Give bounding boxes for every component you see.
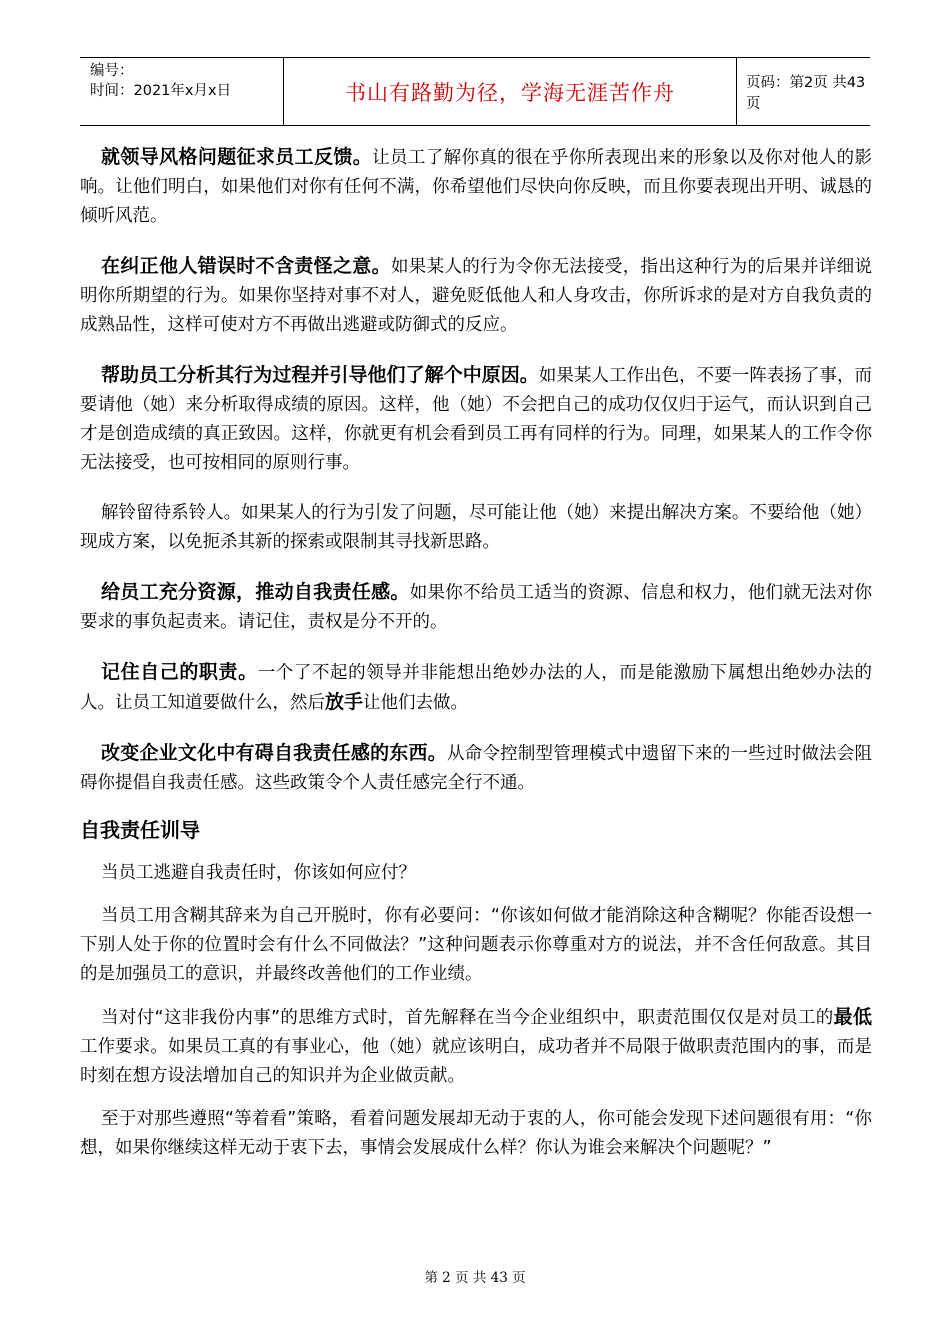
paragraph-text: 至于对那些遵照“等着看”策略，看着问题发展却无动于衷的人，你可能会发现下述问题很有用：“你想，如果你继续这样无动于衷下去，事情会发展成什么样？你认为谁会来解决个问题呢？” bbox=[80, 1109, 872, 1158]
page-header bbox=[80, 57, 870, 126]
paragraph bbox=[80, 361, 872, 478]
paragraph bbox=[80, 252, 872, 340]
page-footer: 第 2 页 共 43 页 bbox=[424, 1270, 526, 1286]
paragraph-text: 让员工了解你真的很在乎你所表现出来的形象以及你对他人的影响。让他们明白，如果他们对你有任何不满，你希望他们尽快向你反映，而且你要表现出开明、诚恳的倾听风范。 bbox=[80, 148, 872, 226]
paragraph-text: 如果某人工作出色，不要一阵表扬了事，而要请他（她）来分析取得成绩的原因。这样，他（她）不会把自己的成功仅仅归于运气，而认识到自己才是创造成绩的真正致因。这样，你就更有机会看到员工再有同样的行为。同理，如果某人的工作令你无法接受，也可按相同的原则行事。 bbox=[80, 366, 872, 473]
paragraph-text: 如果某人的行为令你无法接受，指出这种行为的后果并详细说明你所期望的行为。如果你坚持对事不对人，避免贬低他人和人身攻击，你所诉求的是对方自我负责的成熟品性，这样可使对方不再做出逃避或防御式的反应。 bbox=[80, 257, 872, 335]
header-page-info: 页码：第2页 共43页 bbox=[746, 74, 866, 112]
paragraph-text: 让他们去做。 bbox=[363, 693, 469, 713]
paragraph bbox=[80, 859, 872, 888]
paragraph bbox=[80, 1105, 872, 1163]
paragraph-text: 当对付“这非我份内事”的思维方式时，首先解释在当今企业组织中，职责范围仅仅是对员工的 bbox=[101, 1008, 834, 1028]
paragraph bbox=[80, 902, 872, 989]
paragraph-lead: 给员工充分资源，推动自我责任感。 bbox=[101, 581, 410, 603]
paragraph-text: 解铃留待系铃人。如果某人的行为引发了问题，尽可能让他（她）来提出解决方案。不要给他（她）现成方案，以免扼杀其新的探索或限制其寻找新思路。 bbox=[80, 503, 872, 552]
paragraph-text: 当员工用含糊其辞来为自己开脱时，你有必要问：“你该如何做才能消除这种含糊呢？你能否设想一下别人处于你的位置时会有什么不同做法？”这种问题表示你尊重对方的说法，并不含任何敌意。其目的是加强员工的意识，并最终改善他们的工作业绩。 bbox=[80, 906, 872, 984]
paragraph-lead: 改变企业文化中有碍自我责任感的东西。 bbox=[101, 742, 447, 764]
paragraph bbox=[80, 1003, 872, 1091]
document-body bbox=[80, 143, 872, 1163]
paragraph-text: 一个了不起的领导并非能想出绝妙办法的人，而是能激励下属想出绝妙办法的人。让员工知道要做什么，然后 bbox=[80, 663, 872, 713]
paragraph-lead: 帮助员工分析其行为过程并引导他们了解个中原因。 bbox=[101, 364, 539, 386]
document-number-label: 编号： bbox=[90, 63, 134, 79]
document-time-label: 时间：2021年x月x日 bbox=[90, 83, 232, 99]
section-title: 自我责任训导 bbox=[80, 818, 200, 842]
paragraph bbox=[80, 658, 872, 718]
paragraph bbox=[80, 578, 872, 637]
paragraph-text: 当员工逃避自我责任时，你该如何应付？ bbox=[101, 863, 416, 883]
header-motto: 书山有路勤为径，学海无涯苦作舟 bbox=[283, 58, 737, 125]
emphasis-text: 最低 bbox=[833, 1006, 872, 1028]
paragraph bbox=[80, 143, 872, 231]
paragraph bbox=[80, 499, 872, 557]
paragraph-text: 从命令控制型管理模式中遗留下来的一些过时做法会阻碍你提倡自我责任感。这些政策令个人责任感完全行不通。 bbox=[80, 744, 872, 793]
paragraph-lead: 就领导风格问题征求员工反馈。 bbox=[101, 146, 373, 168]
header-meta bbox=[90, 61, 231, 101]
paragraph-lead: 在纠正他人错误时不含责怪之意。 bbox=[101, 255, 391, 277]
emphasis-text: 放手 bbox=[325, 691, 364, 713]
paragraph bbox=[80, 739, 872, 798]
paragraph-text: 如果你不给员工适当的资源、信息和权力，他们就无法对你要求的事负起责来。请记住，责权是分不开的。 bbox=[80, 583, 872, 632]
paragraph-lead: 记住自己的职责。 bbox=[101, 661, 258, 683]
paragraph-text: 工作要求。如果员工真的有事业心，他（她）就应该明白，成功者并不局限于做职责范围内的事，而是时刻在想方设法增加自己的知识并为企业做贡献。 bbox=[80, 1037, 872, 1086]
